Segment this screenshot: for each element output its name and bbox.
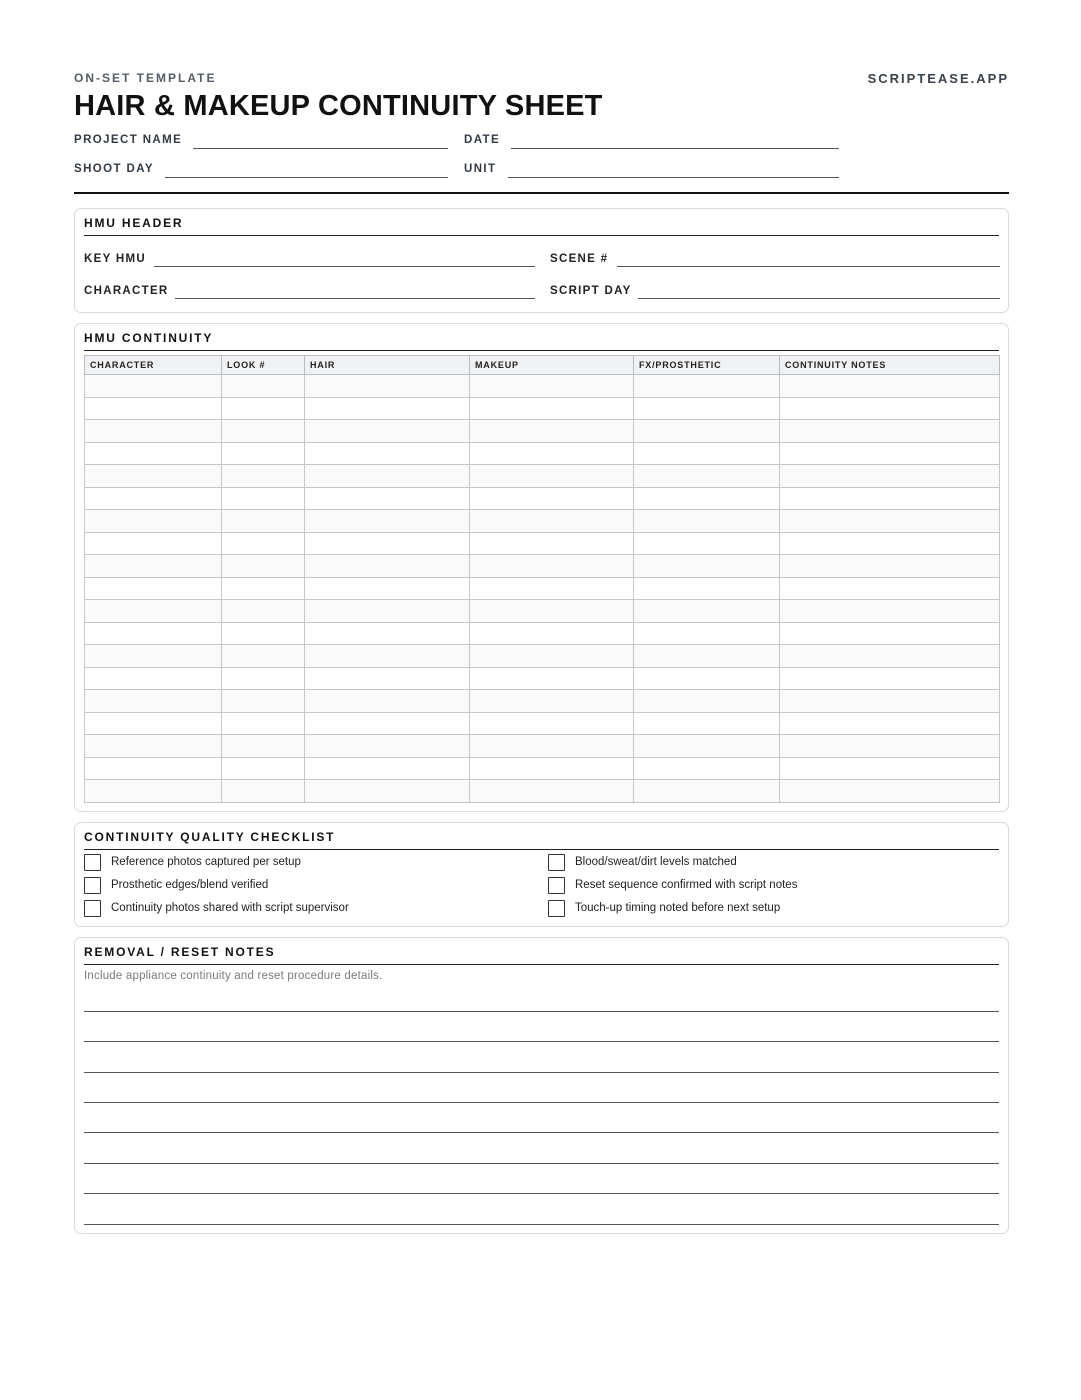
note-line[interactable] <box>84 1012 999 1042</box>
checklist-item[interactable] <box>84 900 548 917</box>
table-cell[interactable] <box>634 780 780 803</box>
table-cell[interactable] <box>634 667 780 690</box>
table-cell[interactable] <box>222 397 305 420</box>
table-row <box>85 735 1000 758</box>
table-cell[interactable] <box>634 735 780 758</box>
checklist-grid <box>84 854 999 917</box>
table-cell[interactable] <box>222 757 305 780</box>
table-cell[interactable] <box>470 465 634 488</box>
table-cell[interactable] <box>780 442 1000 465</box>
project-name-label: PROJECT NAME <box>74 134 183 146</box>
table-cell[interactable] <box>634 600 780 623</box>
table-cell[interactable] <box>634 465 780 488</box>
hmu-header-section <box>74 208 1009 313</box>
table-cell[interactable] <box>222 510 305 533</box>
table-cell[interactable] <box>305 667 470 690</box>
table-cell[interactable] <box>634 420 780 443</box>
checkbox[interactable] <box>548 854 565 871</box>
key-hmu-field[interactable] <box>154 266 535 267</box>
header-divider <box>74 192 1009 194</box>
meta-row-2 <box>74 155 1009 184</box>
table-cell[interactable] <box>305 555 470 578</box>
scene-label: SCENE # <box>550 253 609 265</box>
table-row <box>85 532 1000 555</box>
table-cell[interactable] <box>780 532 1000 555</box>
hmu-continuity-section <box>74 323 1009 812</box>
hmu-header-row-1 <box>84 240 999 272</box>
table-cell[interactable] <box>305 600 470 623</box>
checklist-item-label: Continuity photos shared with script supervisor <box>111 902 349 914</box>
checklist-item-label: Touch-up timing noted before next setup <box>575 902 781 914</box>
table-cell[interactable] <box>305 465 470 488</box>
table-cell[interactable] <box>780 645 1000 668</box>
table-cell[interactable] <box>470 532 634 555</box>
checklist-item-label: Blood/sweat/dirt levels matched <box>575 856 737 868</box>
checklist-item[interactable] <box>548 854 1000 871</box>
table-cell[interactable] <box>222 532 305 555</box>
table-cell[interactable] <box>470 555 634 578</box>
shoot-day-label: SHOOT DAY <box>74 163 154 175</box>
table-cell[interactable] <box>222 375 305 398</box>
checklist-item[interactable] <box>548 877 1000 894</box>
continuity-sheet <box>74 68 1009 1234</box>
table-cell[interactable] <box>780 690 1000 713</box>
table-cell[interactable] <box>634 397 780 420</box>
table-cell[interactable] <box>305 757 470 780</box>
table-cell[interactable] <box>780 622 1000 645</box>
table-cell[interactable] <box>222 645 305 668</box>
checklist-item-label: Prosthetic edges/blend verified <box>111 879 269 891</box>
table-cell[interactable] <box>634 442 780 465</box>
table-cell[interactable] <box>470 375 634 398</box>
table-cell[interactable] <box>85 510 222 533</box>
shoot-day-field[interactable] <box>165 177 448 178</box>
table-cell[interactable] <box>470 780 634 803</box>
table-cell[interactable] <box>780 465 1000 488</box>
hmu-continuity-title: HMU CONTINUITY <box>84 331 999 351</box>
checklist-item-label: Reset sequence confirmed with script notes <box>575 879 798 891</box>
table-cell[interactable] <box>222 780 305 803</box>
table-cell[interactable] <box>470 442 634 465</box>
unit-label: UNIT <box>464 163 497 175</box>
scene-field[interactable] <box>617 266 1000 267</box>
checkbox[interactable] <box>548 877 565 894</box>
table-cell[interactable] <box>85 690 222 713</box>
checklist-item-label: Reference photos captured per setup <box>111 856 301 868</box>
column-header-fx-prosthetic: FX/PROSTHETIC <box>634 356 780 375</box>
table-cell[interactable] <box>470 577 634 600</box>
hmu-header-row-2 <box>84 272 999 304</box>
table-row <box>85 622 1000 645</box>
table-cell[interactable] <box>470 600 634 623</box>
table-cell[interactable] <box>780 555 1000 578</box>
checklist-item[interactable] <box>84 854 548 871</box>
column-header-look: LOOK # <box>222 356 305 375</box>
table-cell[interactable] <box>85 375 222 398</box>
table-cell[interactable] <box>305 532 470 555</box>
table-cell[interactable] <box>85 712 222 735</box>
removal-notes-section <box>74 937 1009 1234</box>
removal-notes-hint: Include appliance continuity and reset procedure details. <box>84 969 383 982</box>
note-line[interactable] <box>84 1073 999 1103</box>
table-row <box>85 465 1000 488</box>
table-cell[interactable] <box>780 667 1000 690</box>
table-cell[interactable] <box>470 667 634 690</box>
table-row <box>85 375 1000 398</box>
table-cell[interactable] <box>780 375 1000 398</box>
table-cell[interactable] <box>634 757 780 780</box>
table-cell[interactable] <box>85 780 222 803</box>
table-cell[interactable] <box>85 622 222 645</box>
column-header-continuity-notes: CONTINUITY NOTES <box>780 356 1000 375</box>
quality-checklist-section <box>74 822 1009 927</box>
table-cell[interactable] <box>780 397 1000 420</box>
checkbox[interactable] <box>84 900 101 917</box>
table-cell[interactable] <box>780 577 1000 600</box>
table-cell[interactable] <box>470 487 634 510</box>
table-cell[interactable] <box>222 600 305 623</box>
table-cell[interactable] <box>470 622 634 645</box>
date-field[interactable] <box>511 148 839 149</box>
table-cell[interactable] <box>634 577 780 600</box>
table-cell[interactable] <box>85 532 222 555</box>
table-cell[interactable] <box>305 510 470 533</box>
table-row <box>85 420 1000 443</box>
table-cell[interactable] <box>222 487 305 510</box>
table-row <box>85 510 1000 533</box>
table-cell[interactable] <box>222 420 305 443</box>
table-row <box>85 555 1000 578</box>
table-cell[interactable] <box>85 667 222 690</box>
table-row <box>85 487 1000 510</box>
script-day-field[interactable] <box>638 298 1000 299</box>
character-label: CHARACTER <box>84 285 169 297</box>
table-cell[interactable] <box>222 735 305 758</box>
checklist-item[interactable] <box>548 900 1000 917</box>
table-cell[interactable] <box>85 555 222 578</box>
table-cell[interactable] <box>780 757 1000 780</box>
unit-field[interactable] <box>508 177 839 178</box>
table-cell[interactable] <box>85 420 222 443</box>
table-cell[interactable] <box>85 735 222 758</box>
table-cell[interactable] <box>780 510 1000 533</box>
table-row <box>85 757 1000 780</box>
date-label: DATE <box>464 134 501 146</box>
table-cell[interactable] <box>222 622 305 645</box>
checkbox[interactable] <box>548 900 565 917</box>
table-cell[interactable] <box>634 690 780 713</box>
note-line[interactable] <box>84 1103 999 1133</box>
table-cell[interactable] <box>470 645 634 668</box>
brand-label: SCRIPTEASE.APP <box>867 71 1009 86</box>
table-cell[interactable] <box>85 577 222 600</box>
checklist-item[interactable] <box>84 877 548 894</box>
table-cell[interactable] <box>634 712 780 735</box>
table-cell[interactable] <box>305 780 470 803</box>
table-cell[interactable] <box>780 780 1000 803</box>
hmu-header-title: HMU HEADER <box>84 216 999 236</box>
table-cell[interactable] <box>222 667 305 690</box>
table-cell[interactable] <box>222 442 305 465</box>
table-cell[interactable] <box>85 757 222 780</box>
script-day-label: SCRIPT DAY <box>550 285 632 297</box>
table-header-row <box>85 356 1000 375</box>
table-cell[interactable] <box>634 375 780 398</box>
table-cell[interactable] <box>222 690 305 713</box>
column-header-hair: HAIR <box>305 356 470 375</box>
table-cell[interactable] <box>85 487 222 510</box>
column-header-character: CHARACTER <box>85 356 222 375</box>
table-cell[interactable] <box>305 397 470 420</box>
table-cell[interactable] <box>305 712 470 735</box>
table-cell[interactable] <box>305 735 470 758</box>
table-cell[interactable] <box>470 510 634 533</box>
table-row <box>85 667 1000 690</box>
table-cell[interactable] <box>85 465 222 488</box>
table-cell[interactable] <box>634 532 780 555</box>
table-cell[interactable] <box>634 622 780 645</box>
note-line[interactable] <box>84 982 999 1012</box>
table-cell[interactable] <box>305 690 470 713</box>
table-cell[interactable] <box>470 690 634 713</box>
table-cell[interactable] <box>634 510 780 533</box>
table-cell[interactable] <box>85 600 222 623</box>
table-row <box>85 577 1000 600</box>
table-cell[interactable] <box>222 465 305 488</box>
table-cell[interactable] <box>222 712 305 735</box>
page-title: HAIR & MAKEUP CONTINUITY SHEET <box>74 90 603 122</box>
table-row <box>85 600 1000 623</box>
table-cell[interactable] <box>305 577 470 600</box>
key-hmu-label: KEY HMU <box>84 253 146 265</box>
table-row <box>85 712 1000 735</box>
table-row <box>85 690 1000 713</box>
table-cell[interactable] <box>470 735 634 758</box>
character-field[interactable] <box>175 298 535 299</box>
table-cell[interactable] <box>305 420 470 443</box>
note-line[interactable] <box>84 1164 999 1194</box>
removal-notes-lines[interactable] <box>84 982 999 1225</box>
checkbox[interactable] <box>84 854 101 871</box>
meta-row-1 <box>74 126 1009 155</box>
continuity-table <box>84 355 1000 803</box>
sheet-header <box>74 68 1009 126</box>
table-cell[interactable] <box>222 577 305 600</box>
checkbox[interactable] <box>84 877 101 894</box>
table-cell[interactable] <box>634 555 780 578</box>
note-line[interactable] <box>84 1133 999 1163</box>
table-cell[interactable] <box>85 397 222 420</box>
table-row <box>85 645 1000 668</box>
table-cell[interactable] <box>780 712 1000 735</box>
table-cell[interactable] <box>634 487 780 510</box>
table-cell[interactable] <box>305 442 470 465</box>
table-cell[interactable] <box>780 420 1000 443</box>
column-header-makeup: MAKEUP <box>470 356 634 375</box>
project-name-field[interactable] <box>193 148 448 149</box>
table-cell[interactable] <box>780 487 1000 510</box>
table-cell[interactable] <box>470 397 634 420</box>
table-cell[interactable] <box>305 375 470 398</box>
table-cell[interactable] <box>634 645 780 668</box>
table-cell[interactable] <box>780 735 1000 758</box>
table-row <box>85 780 1000 803</box>
table-cell[interactable] <box>470 712 634 735</box>
table-cell[interactable] <box>85 645 222 668</box>
table-cell[interactable] <box>470 420 634 443</box>
table-cell[interactable] <box>305 487 470 510</box>
template-eyebrow: ON-SET TEMPLATE <box>74 71 217 85</box>
table-cell[interactable] <box>780 600 1000 623</box>
note-line[interactable] <box>84 1042 999 1072</box>
table-cell[interactable] <box>222 555 305 578</box>
note-line[interactable] <box>84 1194 999 1224</box>
removal-notes-title: REMOVAL / RESET NOTES <box>84 945 999 965</box>
table-cell[interactable] <box>305 622 470 645</box>
table-row <box>85 397 1000 420</box>
quality-checklist-title: CONTINUITY QUALITY CHECKLIST <box>84 830 999 850</box>
table-cell[interactable] <box>85 442 222 465</box>
table-cell[interactable] <box>470 757 634 780</box>
table-cell[interactable] <box>305 645 470 668</box>
table-row <box>85 442 1000 465</box>
